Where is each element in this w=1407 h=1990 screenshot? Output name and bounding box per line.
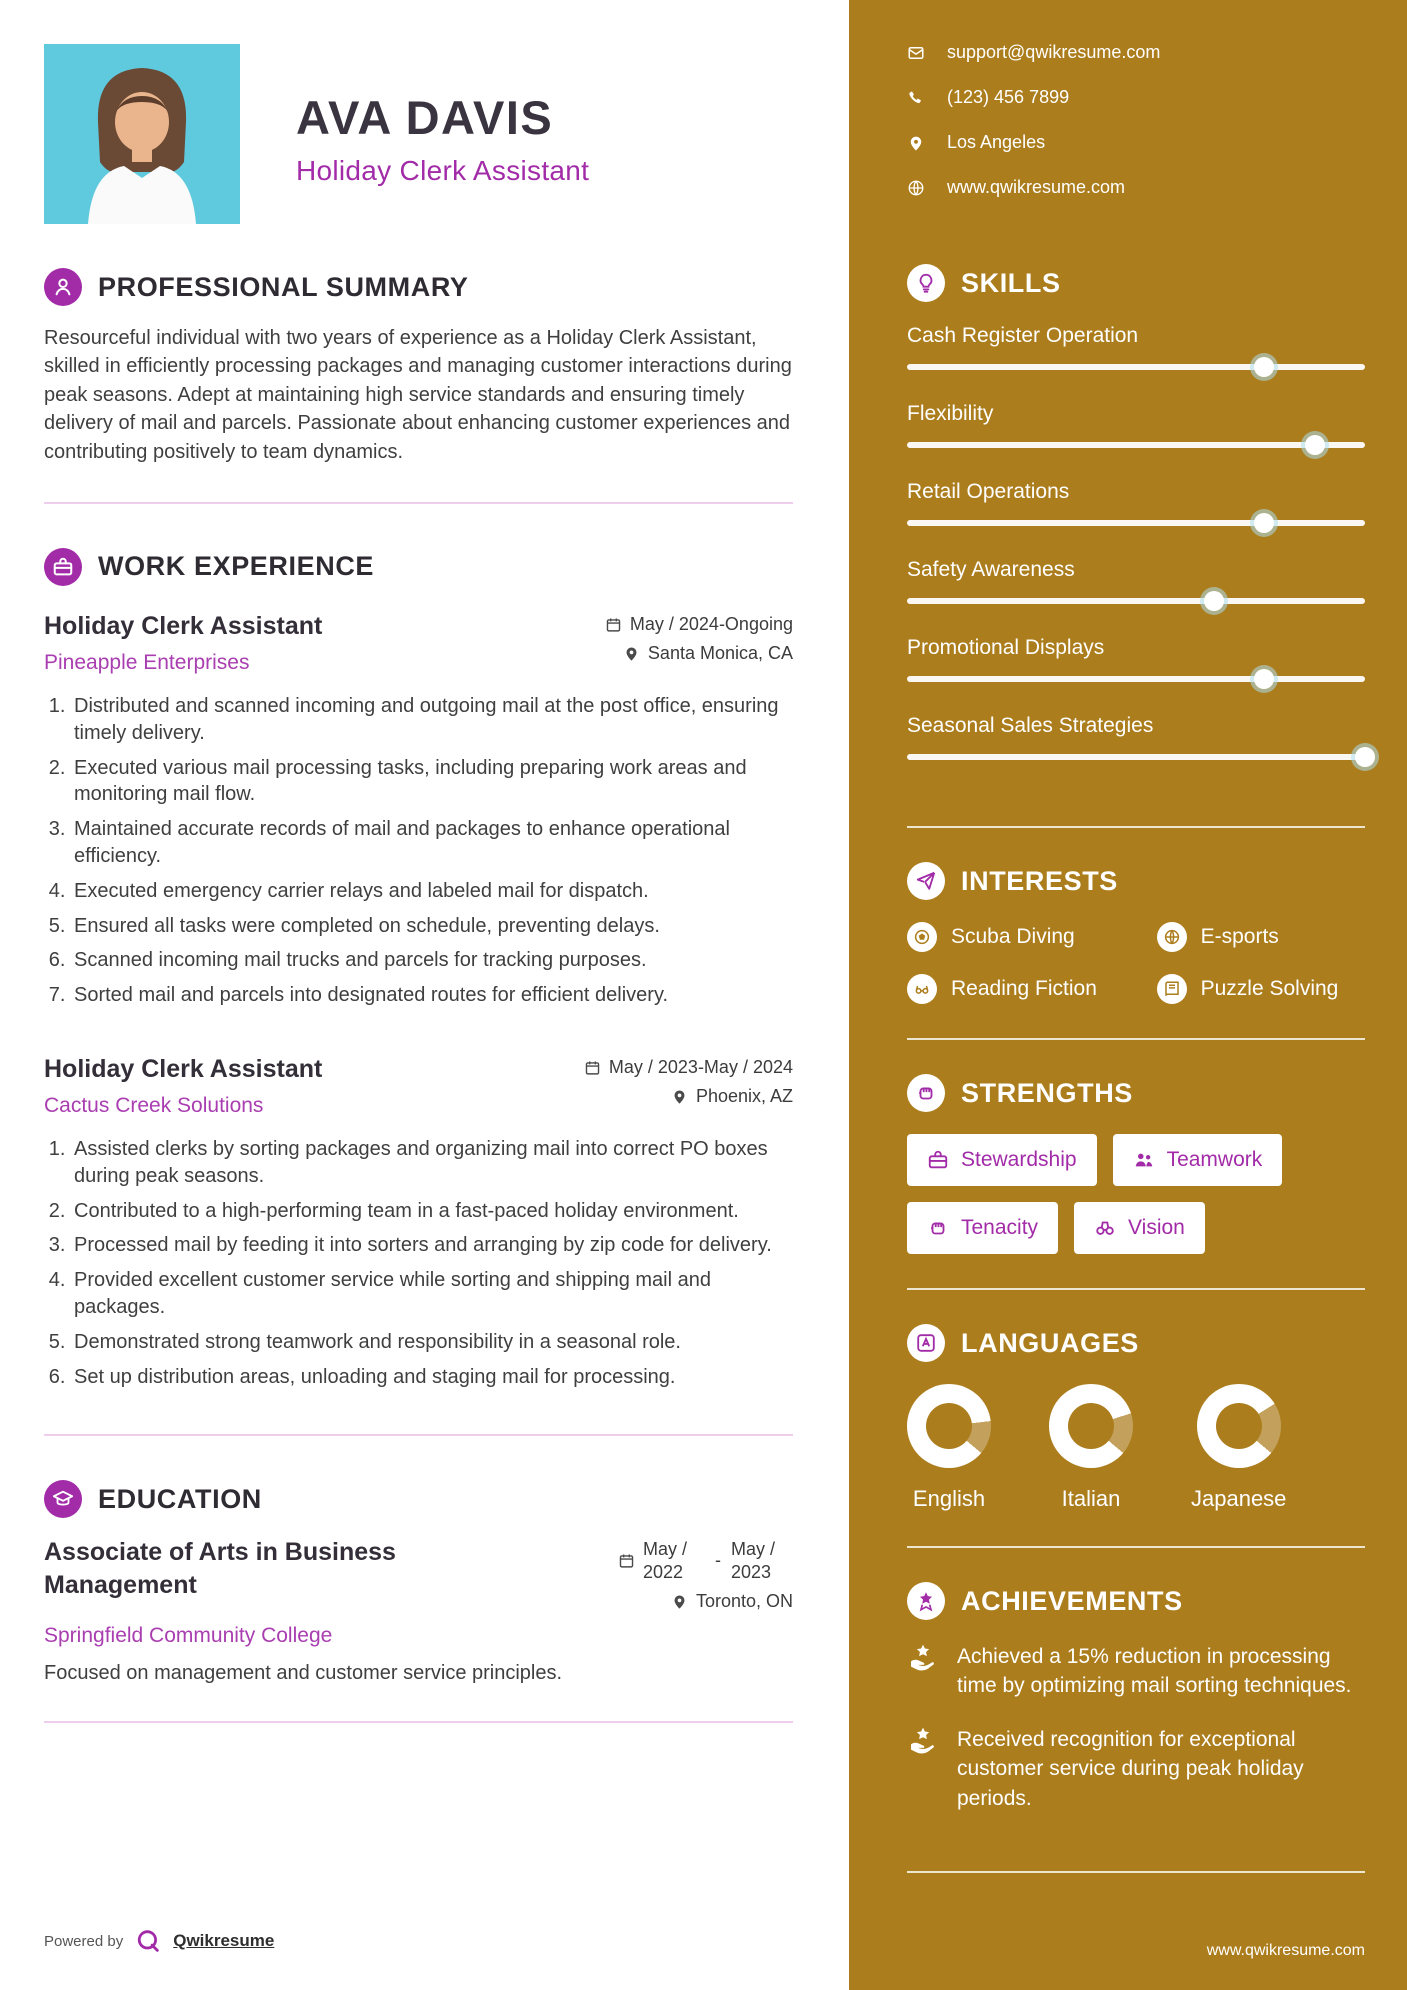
pin-icon	[671, 1088, 688, 1105]
bullet-item: 1. Distributed and scanned incoming and outgoing mail at the post office, ensuring timely delivery.	[71, 693, 793, 747]
pin-icon	[671, 1593, 688, 1610]
envelope-icon	[907, 44, 925, 62]
qwikresume-logo-icon	[133, 1926, 163, 1956]
job-company: Pineapple Enterprises	[44, 650, 250, 674]
job-top	[44, 1055, 793, 1118]
calendar-icon	[584, 1059, 601, 1076]
strength-label: Stewardship	[961, 1148, 1077, 1171]
education-location: Toronto, ON	[695, 1591, 793, 1612]
job-title-company	[44, 1055, 322, 1118]
section-skills	[907, 264, 1365, 792]
skill-item	[907, 324, 1365, 370]
contact-phone-row	[907, 87, 1365, 108]
paper-plane-icon	[907, 862, 945, 900]
interest-item	[1157, 974, 1365, 1004]
job-meta	[584, 1057, 793, 1107]
language-donut-chart	[1197, 1384, 1281, 1468]
education-date-separator: -	[715, 1550, 721, 1571]
bullet-item: 5. Demonstrated strong teamwork and responsibility in a seasonal role.	[71, 1329, 793, 1356]
briefcase-icon	[44, 548, 82, 586]
bullet-item: 6. Scanned incoming mail trucks and parcels for tracking purposes.	[71, 947, 793, 974]
slider-handle[interactable]	[1254, 357, 1274, 377]
job-location-row	[671, 1086, 793, 1107]
strength-label: Vision	[1128, 1216, 1185, 1239]
hand-star-icon	[907, 1642, 941, 1676]
star-badge-icon	[907, 1582, 945, 1620]
contact-phone: (123) 456 7899	[947, 87, 1070, 107]
school-name: Springfield Community College	[44, 1624, 333, 1648]
skill-item	[907, 636, 1365, 682]
bullet-item: 6. Set up distribution areas, unloading and staging mail for processing.	[71, 1364, 793, 1391]
divider	[44, 1721, 793, 1723]
glasses-icon	[907, 974, 937, 1004]
skill-label: Safety Awareness	[907, 558, 1075, 581]
bullet-item: 4. Provided excellent customer service while sorting and shipping mail and packages.	[71, 1267, 793, 1321]
skill-label: Flexibility	[907, 402, 994, 425]
calendar-icon	[605, 616, 622, 633]
education-date-start: May / 2022	[643, 1539, 688, 1582]
strength-badge	[1074, 1202, 1205, 1254]
interest-label: Puzzle Solving	[1200, 977, 1339, 1000]
person-job-title: Holiday Clerk Assistant	[296, 155, 590, 186]
education-date-end: May / 2023	[731, 1539, 776, 1582]
job-dates-row	[605, 614, 793, 635]
slider-handle[interactable]	[1305, 435, 1325, 455]
skill-item	[907, 480, 1365, 526]
language-donut-chart	[1049, 1384, 1133, 1468]
education-heading-row	[44, 1480, 793, 1518]
job-position: Holiday Clerk Assistant	[44, 611, 323, 640]
contact-location-row	[907, 132, 1365, 153]
bullet-item: 1. Assisted clerks by sorting packages and organizing mail into correct PO boxes during peak seasons.	[71, 1136, 793, 1190]
achievement-item	[907, 1642, 1365, 1701]
achievement-item	[907, 1725, 1365, 1813]
divider	[907, 1038, 1365, 1040]
education-dates-row	[618, 1538, 793, 1583]
slider-handle[interactable]	[1355, 747, 1375, 767]
strength-label: Teamwork	[1166, 1148, 1263, 1171]
achievements-heading: ACHIEVEMENTS	[961, 1585, 1183, 1616]
interests-heading-row	[907, 862, 1365, 900]
section-strengths	[907, 1074, 1365, 1254]
contact-email-row	[907, 42, 1365, 63]
job-location-row	[623, 643, 793, 664]
strength-badge	[907, 1134, 1097, 1186]
skill-slider	[907, 754, 1365, 760]
strengths-heading: STRENGTHS	[961, 1077, 1133, 1108]
work-heading-row	[44, 548, 793, 586]
name-block	[296, 90, 589, 187]
job-bullet-list	[44, 1136, 793, 1390]
pin-icon	[623, 645, 640, 662]
job-entry	[44, 1055, 793, 1390]
job-company: Cactus Creek Solutions	[44, 1093, 264, 1117]
divider	[907, 1871, 1365, 1873]
skills-heading-row	[907, 264, 1365, 302]
bullet-item: 7. Sorted mail and parcels into designated routes for efficient delivery.	[71, 982, 793, 1009]
job-position: Holiday Clerk Assistant	[44, 1054, 323, 1083]
section-achievements	[907, 1582, 1365, 1837]
divider	[44, 502, 793, 504]
pin-icon	[907, 134, 925, 152]
job-location: Santa Monica, CA	[647, 642, 793, 663]
skill-item	[907, 558, 1365, 604]
book-icon	[1157, 974, 1187, 1004]
contact-email: support@qwikresume.com	[947, 42, 1161, 62]
degree-title: Associate of Arts in Business Management	[44, 1538, 396, 1599]
skill-label: Cash Register Operation	[907, 324, 1139, 347]
summary-heading-row	[44, 268, 793, 306]
bullet-item: 4. Executed emergency carrier relays and labeled mail for dispatch.	[71, 878, 793, 905]
work-heading: WORK EXPERIENCE	[98, 551, 375, 582]
ball-icon	[1157, 922, 1187, 952]
section-interests	[907, 862, 1365, 1004]
language-item	[1049, 1384, 1133, 1512]
person-name: AVA DAVIS	[296, 91, 554, 144]
slider-handle[interactable]	[1254, 513, 1274, 533]
achievement-text: Achieved a 15% reduction in processing time by optimizing mail sorting techniques.	[957, 1645, 1352, 1698]
achievement-text: Received recognition for exceptional customer service during peak holiday periods.	[957, 1727, 1304, 1810]
bullet-item: 3. Processed mail by feeding it into sorters and arranging by zip code for delivery.	[71, 1232, 793, 1259]
profile-photo	[44, 44, 240, 224]
language-label: English	[912, 1486, 986, 1511]
interests-grid	[907, 922, 1365, 1004]
lightbulb-icon	[907, 264, 945, 302]
interest-item	[907, 974, 1147, 1004]
language-item	[1191, 1384, 1286, 1512]
languages-row	[907, 1384, 1365, 1512]
language-label: Italian	[1061, 1486, 1121, 1511]
slider-handle[interactable]	[1204, 591, 1224, 611]
strength-badge	[907, 1202, 1058, 1254]
strengths-badges	[907, 1134, 1365, 1254]
calendar-icon	[618, 1552, 635, 1569]
job-top	[44, 612, 793, 675]
job-dates: May / 2024-Ongoing	[629, 613, 793, 634]
job-dates-row	[584, 1057, 793, 1078]
globe-icon	[907, 179, 925, 197]
profile-photo-image	[44, 44, 240, 224]
achievements-heading-row	[907, 1582, 1365, 1620]
donut-hole	[1068, 1403, 1114, 1449]
slider-handle[interactable]	[1254, 669, 1274, 689]
qwikresume-link[interactable]: Qwikresume	[173, 1931, 275, 1950]
fist-icon	[927, 1217, 949, 1239]
donut-hole	[926, 1403, 972, 1449]
hand-star-icon	[907, 1725, 941, 1759]
strength-label: Tenacity	[961, 1216, 1039, 1239]
skill-label: Seasonal Sales Strategies	[907, 714, 1154, 737]
graduation-cap-icon	[44, 1480, 82, 1518]
phone-icon	[907, 89, 925, 107]
sidebar-column	[849, 0, 1407, 1990]
contact-website-row	[907, 177, 1365, 198]
powered-by-label: Powered by	[44, 1932, 124, 1950]
footer	[44, 1886, 793, 1956]
contact-location: Los Angeles	[947, 132, 1046, 152]
skill-slider	[907, 364, 1365, 370]
job-bullet-list	[44, 693, 793, 1009]
job-location: Phoenix, AZ	[695, 1085, 793, 1106]
translate-icon	[907, 1324, 945, 1362]
skill-slider	[907, 598, 1365, 604]
bullet-item: 3. Maintained accurate records of mail and packages to enhance operational efficiency.	[71, 816, 793, 870]
job-entry	[44, 612, 793, 1009]
language-item	[907, 1384, 991, 1512]
job-title-company	[44, 612, 322, 675]
education-location-row	[671, 1591, 793, 1612]
divider	[907, 826, 1365, 828]
section-work-experience	[44, 548, 793, 1398]
contact-block	[907, 42, 1365, 198]
contact-website: www.qwikresume.com	[947, 177, 1126, 197]
summary-text: Resourceful individual with two years of experience as a Holiday Clerk Assistant, skilled in efficiently processing packages and managing customer interactions during peak seasons. Adept at maintaining high service standards and ensuring timely delivery of mail and parcels. Passionate about enhancing customer experiences and contributing positively to team dynamics.	[44, 327, 792, 463]
languages-heading-row	[907, 1324, 1365, 1362]
languages-heading: LANGUAGES	[961, 1327, 1139, 1358]
interest-label: Scuba Diving	[951, 925, 1075, 948]
soccer-ball-icon	[907, 922, 937, 952]
header	[44, 44, 793, 224]
skill-slider	[907, 520, 1365, 526]
language-donut-chart	[907, 1384, 991, 1468]
skills-heading: SKILLS	[961, 267, 1061, 298]
interest-label: Reading Fiction	[951, 977, 1097, 1000]
briefcase-icon	[927, 1149, 949, 1171]
fist-icon	[907, 1074, 945, 1112]
summary-heading: PROFESSIONAL SUMMARY	[98, 271, 469, 302]
binoculars-icon	[1094, 1217, 1116, 1239]
education-top	[44, 1536, 793, 1612]
bullet-item: 2. Executed various mail processing tasks, including preparing work areas and monitoring mail flow.	[71, 755, 793, 809]
education-heading: EDUCATION	[98, 1483, 262, 1514]
education-description: Focused on management and customer service principles.	[44, 1662, 563, 1685]
strength-badge	[1113, 1134, 1283, 1186]
section-languages	[907, 1324, 1365, 1512]
divider	[907, 1288, 1365, 1290]
donut-hole	[1216, 1403, 1262, 1449]
interest-item	[1157, 922, 1365, 952]
language-label: Japanese	[1191, 1486, 1287, 1511]
divider	[44, 1434, 793, 1436]
skill-label: Promotional Displays	[907, 636, 1105, 659]
sidebar-footer-website: www.qwikresume.com	[1206, 1942, 1365, 1959]
section-professional-summary	[44, 268, 793, 466]
bullet-item: 5. Ensured all tasks were completed on schedule, preventing delays.	[71, 913, 793, 940]
divider	[907, 1546, 1365, 1548]
skill-item	[907, 402, 1365, 448]
people-icon	[1133, 1149, 1155, 1171]
interest-item	[907, 922, 1147, 952]
job-meta	[605, 614, 793, 664]
interest-label: E-sports	[1200, 925, 1279, 948]
skill-item	[907, 714, 1365, 760]
strengths-heading-row	[907, 1074, 1365, 1112]
education-meta	[618, 1538, 793, 1612]
user-icon	[44, 268, 82, 306]
interests-heading: INTERESTS	[961, 865, 1118, 896]
skill-label: Retail Operations	[907, 480, 1070, 503]
job-dates: May / 2023-May / 2024	[608, 1056, 793, 1077]
bullet-item: 2. Contributed to a high-performing team in a fast-paced holiday environment.	[71, 1198, 793, 1225]
skill-slider	[907, 442, 1365, 448]
section-education	[44, 1480, 793, 1685]
skill-slider	[907, 676, 1365, 682]
